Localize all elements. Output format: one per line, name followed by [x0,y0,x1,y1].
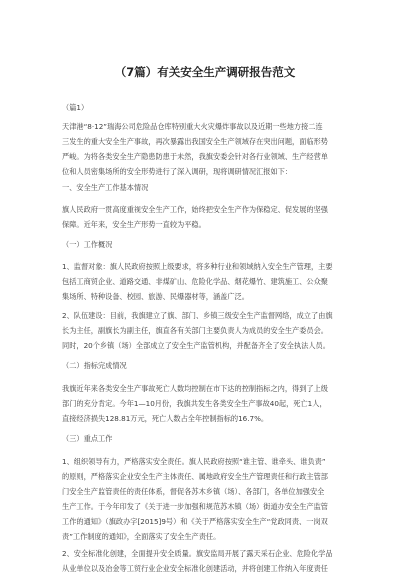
intro-line: 严峻。为将各类安全生产隐患防患于未然，我旗安委会针对各行业领域、生产经营单 [62,152,328,161]
paragraph-line: 长为主任，副旗长为副主任，旗直各有关部门主要负责人为成员的安全生产委员会。 [62,326,328,335]
part-label: （篇1） [62,103,89,112]
paragraph-line: 旗人民政府一贯高度重视安全生产工作，始终把安全生产作为保稳定、促发展的坚强 [62,205,328,214]
subsection-heading: （三）重点工作 [62,434,113,443]
intro-line: 天津港“8·12”瑞海公司危险品仓库特别重大火灾爆炸事故以及近期一些地方接二连 [62,122,323,131]
paragraph-line: 门安全生产监管责任的责任体系，督促各苏木乡镇（场）、各部门，各单位加强安全 [62,487,325,496]
paragraph-line: 包括工商贸企业、道路交通、非煤矿山、危险化学品、烟花爆竹、建筑施工、公众聚 [62,277,328,286]
paragraph-line: 我旗近年来各类安全生产事故死亡人数均控制在市下达的控制指标之内，得到了上级 [62,384,328,393]
intro-line: 三发生的重大安全生产事故，再次暴露出我国安全生产领域存在突出问题，面临形势 [62,137,328,146]
subsection-heading: （二）指标完成情况 [62,361,127,370]
sub2-heading-block [62,358,350,373]
paragraph-line: 责”工作制度的通知》，全面落实了安全生产责任。 [62,532,221,541]
section-heading: 一、安全生产工作基本情况 [62,183,149,192]
paragraph-line: 工作的通知》（旗政办字[2015]9号）和《关于严格落实安全生产“党政同责、一岗双 [62,517,328,526]
sub1-heading-block [62,237,350,252]
part-label-block [62,100,350,115]
item2-paragraph [62,308,350,353]
paragraph-line: 集场所、特种设备、校园、旅游、民爆器材等，涵盖广泛。 [62,292,249,301]
paragraph-line: 直接经济损失128.81万元，死亡人数占全年控制指标的16.7%。 [62,414,269,423]
paragraph-line: 保障。近年来，安全生产形势一直较为平稳。 [62,220,206,229]
paragraph-line: 2、队伍建设：目前，我旗建立了旗、部门、乡镇三级安全生产监督网络，成立了由旗 [62,311,333,320]
paragraph-line: 1、组织领导有力，严格落实安全责任。旗人民政府按照“谁主管、谁牵头、谁负责” [62,457,326,466]
intro-line: 位和人员密集场所的安全形势进行了深入调研，现将调研情况汇报如下： [62,167,293,176]
paragraph-line: 部门的充分肯定。今年1—10月份，我旗共发生各类安全生产事故40起，死亡1人， [62,399,327,408]
subsection-heading: （一）工作概况 [62,240,113,249]
paragraph-line: 1、监督对象：旗人民政府按照上级要求，将多种行业和领域纳入安全生产管理，主要 [62,262,333,271]
section1-heading-block [62,180,350,195]
intro-paragraph [62,119,350,179]
paragraph-line: 2、安全标准化创建，全面提升安全质量。旗安监局开展了露天采石企业、危险化学品 [62,549,333,558]
paragraph-line: 从业单位以及冶金等工贸行业企业安全标准化创建活动，并将创建工作纳入年度责任 [62,564,328,573]
paragraph-line: 生产工作。于今年印发了《关于进一步加强和规范苏木镇（场）街道办安全生产监管 [62,502,328,511]
item4-paragraph [62,546,350,576]
section1-paragraph [62,202,350,232]
document-title: （7篇）有关安全生产调研报告范文 [114,65,296,79]
sub3-heading-block [62,431,350,446]
paragraph-line: 的原则，严格落实企业安全生产主体责任、属地政府安全生产管理责任和行政主管部 [62,472,328,481]
item3-paragraph [62,454,350,544]
paragraph-line: 同时，20个乡镇（场）全部成立了安全生产监管机构，并配备齐全了安全执法人员。 [62,341,330,350]
sub2-paragraph [62,381,350,426]
item1-paragraph [62,259,350,304]
